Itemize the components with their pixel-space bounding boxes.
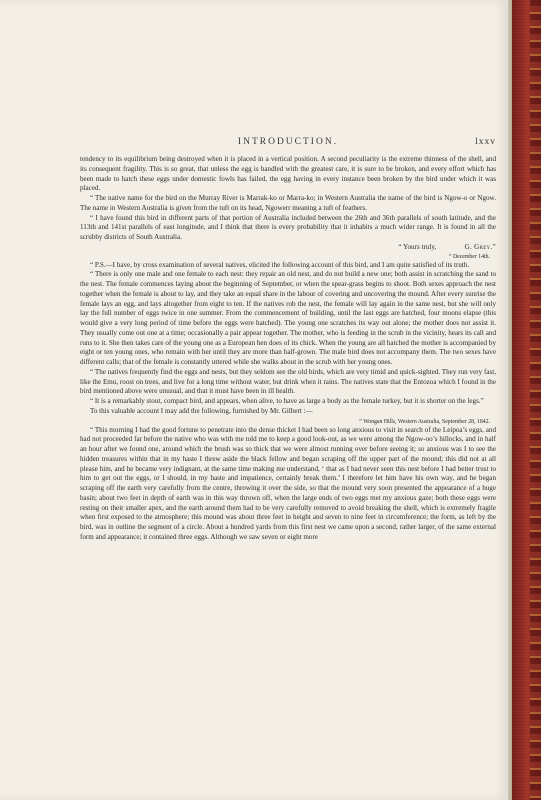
page-number: lxxv [475, 137, 496, 147]
body-text [80, 155, 496, 543]
dateline: “ December 14th. [448, 253, 490, 260]
paragraph: “ The natives frequently find the eggs and nests, but they seldom see the old birds, which are very timid and quick-sighted. They run very fast, like the Emu, roost on trees, and live for a long time without water, but drink when it rains. The natives state that the Entozoa which I found in the bird mentioned above were unusual, and that it must have been in ill health. [80, 367, 496, 396]
closing: “ Yours truly, [398, 242, 437, 251]
paragraph: “ The native name for the bird on the Murray River is Marrak-ko or Marra-ko; in Western Australia the name of the bird is Ngow-o or Ngow. The name in Western Australia is given from the tuft on its head, Ngowerr meaning a tuft of feathers. [80, 194, 496, 212]
paragraph: “ P.S.—I have, by cross examination of several natives, elicited the following account of this bird, and I am quite satisfied of its truth. [90, 260, 470, 269]
signature: G. Grey.” [464, 242, 496, 251]
dateline: “ Wongan Hills, Western Australia, September 28, 1842. [359, 418, 490, 425]
book-edge [508, 0, 541, 800]
paragraph: “ This morning I had the good fortune to penetrate into the dense thicket I had been so long anxious to visit in search of the Leipoa’s eggs, and had not proceeded far before the native who was with me told me to keep a good look-out, as we were among the Ngow-oo’s hillocks, and in half an hour after we found one, around which the brush was so thick that we were almost running over before seeing it; so anxious was I to see the hidden treasures within that in my haste I threw aside the black fellow and began scraping off the upper part of the mound; this did not at all please him, and he became very indignant, at the same time making me understand, ‘ that as I had never seen this nest before I had better trust to him to get out the eggs, or I should, in my haste and impatience, certainly break them.’ I therefore let him have his own way, and he began scraping off the earth very carefully from the centre, throwing it over the side, so that the mound very soon presented the appearance of a huge basin; about two feet in depth of earth was in this way thrown off, when the large ends of two eggs met my anxious gaze; both these eggs were resting on their smaller apex, and the earth around them had to be very carefully removed to avoid breaking the shell, which is extremely fragile when first exposed to the atmosphere; this mound was about three feet in height and seven to nine feet in circumference; the form, as left by the bird, was in outline the segment of a circle. About a hundred yards from this first nest we came upon a second, rather larger, of the same external form and appearance; it contained three eggs. Although we saw seven or eight more [80, 425, 496, 541]
running-header [80, 137, 496, 151]
page-title: INTRODUCTION. [237, 137, 339, 147]
paragraph: “ I have found this bird in different parts of that portion of Australia included between the 26th and 36th parallels of south latitude, and the 113th and 141st parallels of east longitude, and I think that there is every probability that it inhabits a much wider range. It is found in all the scrubby districts of South Australia. [80, 213, 496, 241]
letter-signoff [80, 243, 496, 253]
paragraph: To this valuable account I may add the following, furnished by Mr. Gilbert :— [90, 406, 313, 415]
paragraph: “ It is a remarkably stout, compact bird, and appears, when alive, to have as large a body as the female turkey, but it is shorter on the legs.” [90, 397, 484, 405]
paragraph: tendency to its equilibrium being destroyed when it is placed in a vertical position. A second peculiarity is the extreme thinness of the shell, and its consequent fragility. This is so great, that unless the egg is handled with the greatest care, it is sure to be broken, and every effort which has been made to hatch these eggs under domestic fowls has failed, the egg having in every instance been broken by the bird under which it was placed. [80, 155, 496, 193]
paragraph: “ There is only one male and one female to each nest: they repair an old nest, and do not build a new one; both assist in scratching the sand to the nest. The female commences laying about the beginning of September, or when the spear-grass begins to shoot. Both sexes approach the nest together when the female is about to lay, and they take an equal share in the labour of covering and uncovering the mound. After every sunrise the female lays an egg, and lays altogether from eight to ten. If the natives rob the nest, the female will lay again in the same nest, but she will only lay the full number of eggs twice in one summer. From the commencement of building, until the last eggs are hatched, four moons elapse (this would give a very long period of time before the eggs were hatched). The young one scratches its way out alone; the mother does not assist it. They usually come out one at a time; occasionally a pair appear together. The mother, who is feeding in the scrub in the vicinity, hears its call and runs to it. She then takes care of the young one as a European hen does of its chick. When the young are all hatched the mother is accompanied by eight or ten young ones, who remain with her until they are more than half-grown. The male bird does not accompany them. The two sexes have different calls; that of the female is constantly uttered while she walks about in the scrub with her young ones. [80, 270, 496, 366]
